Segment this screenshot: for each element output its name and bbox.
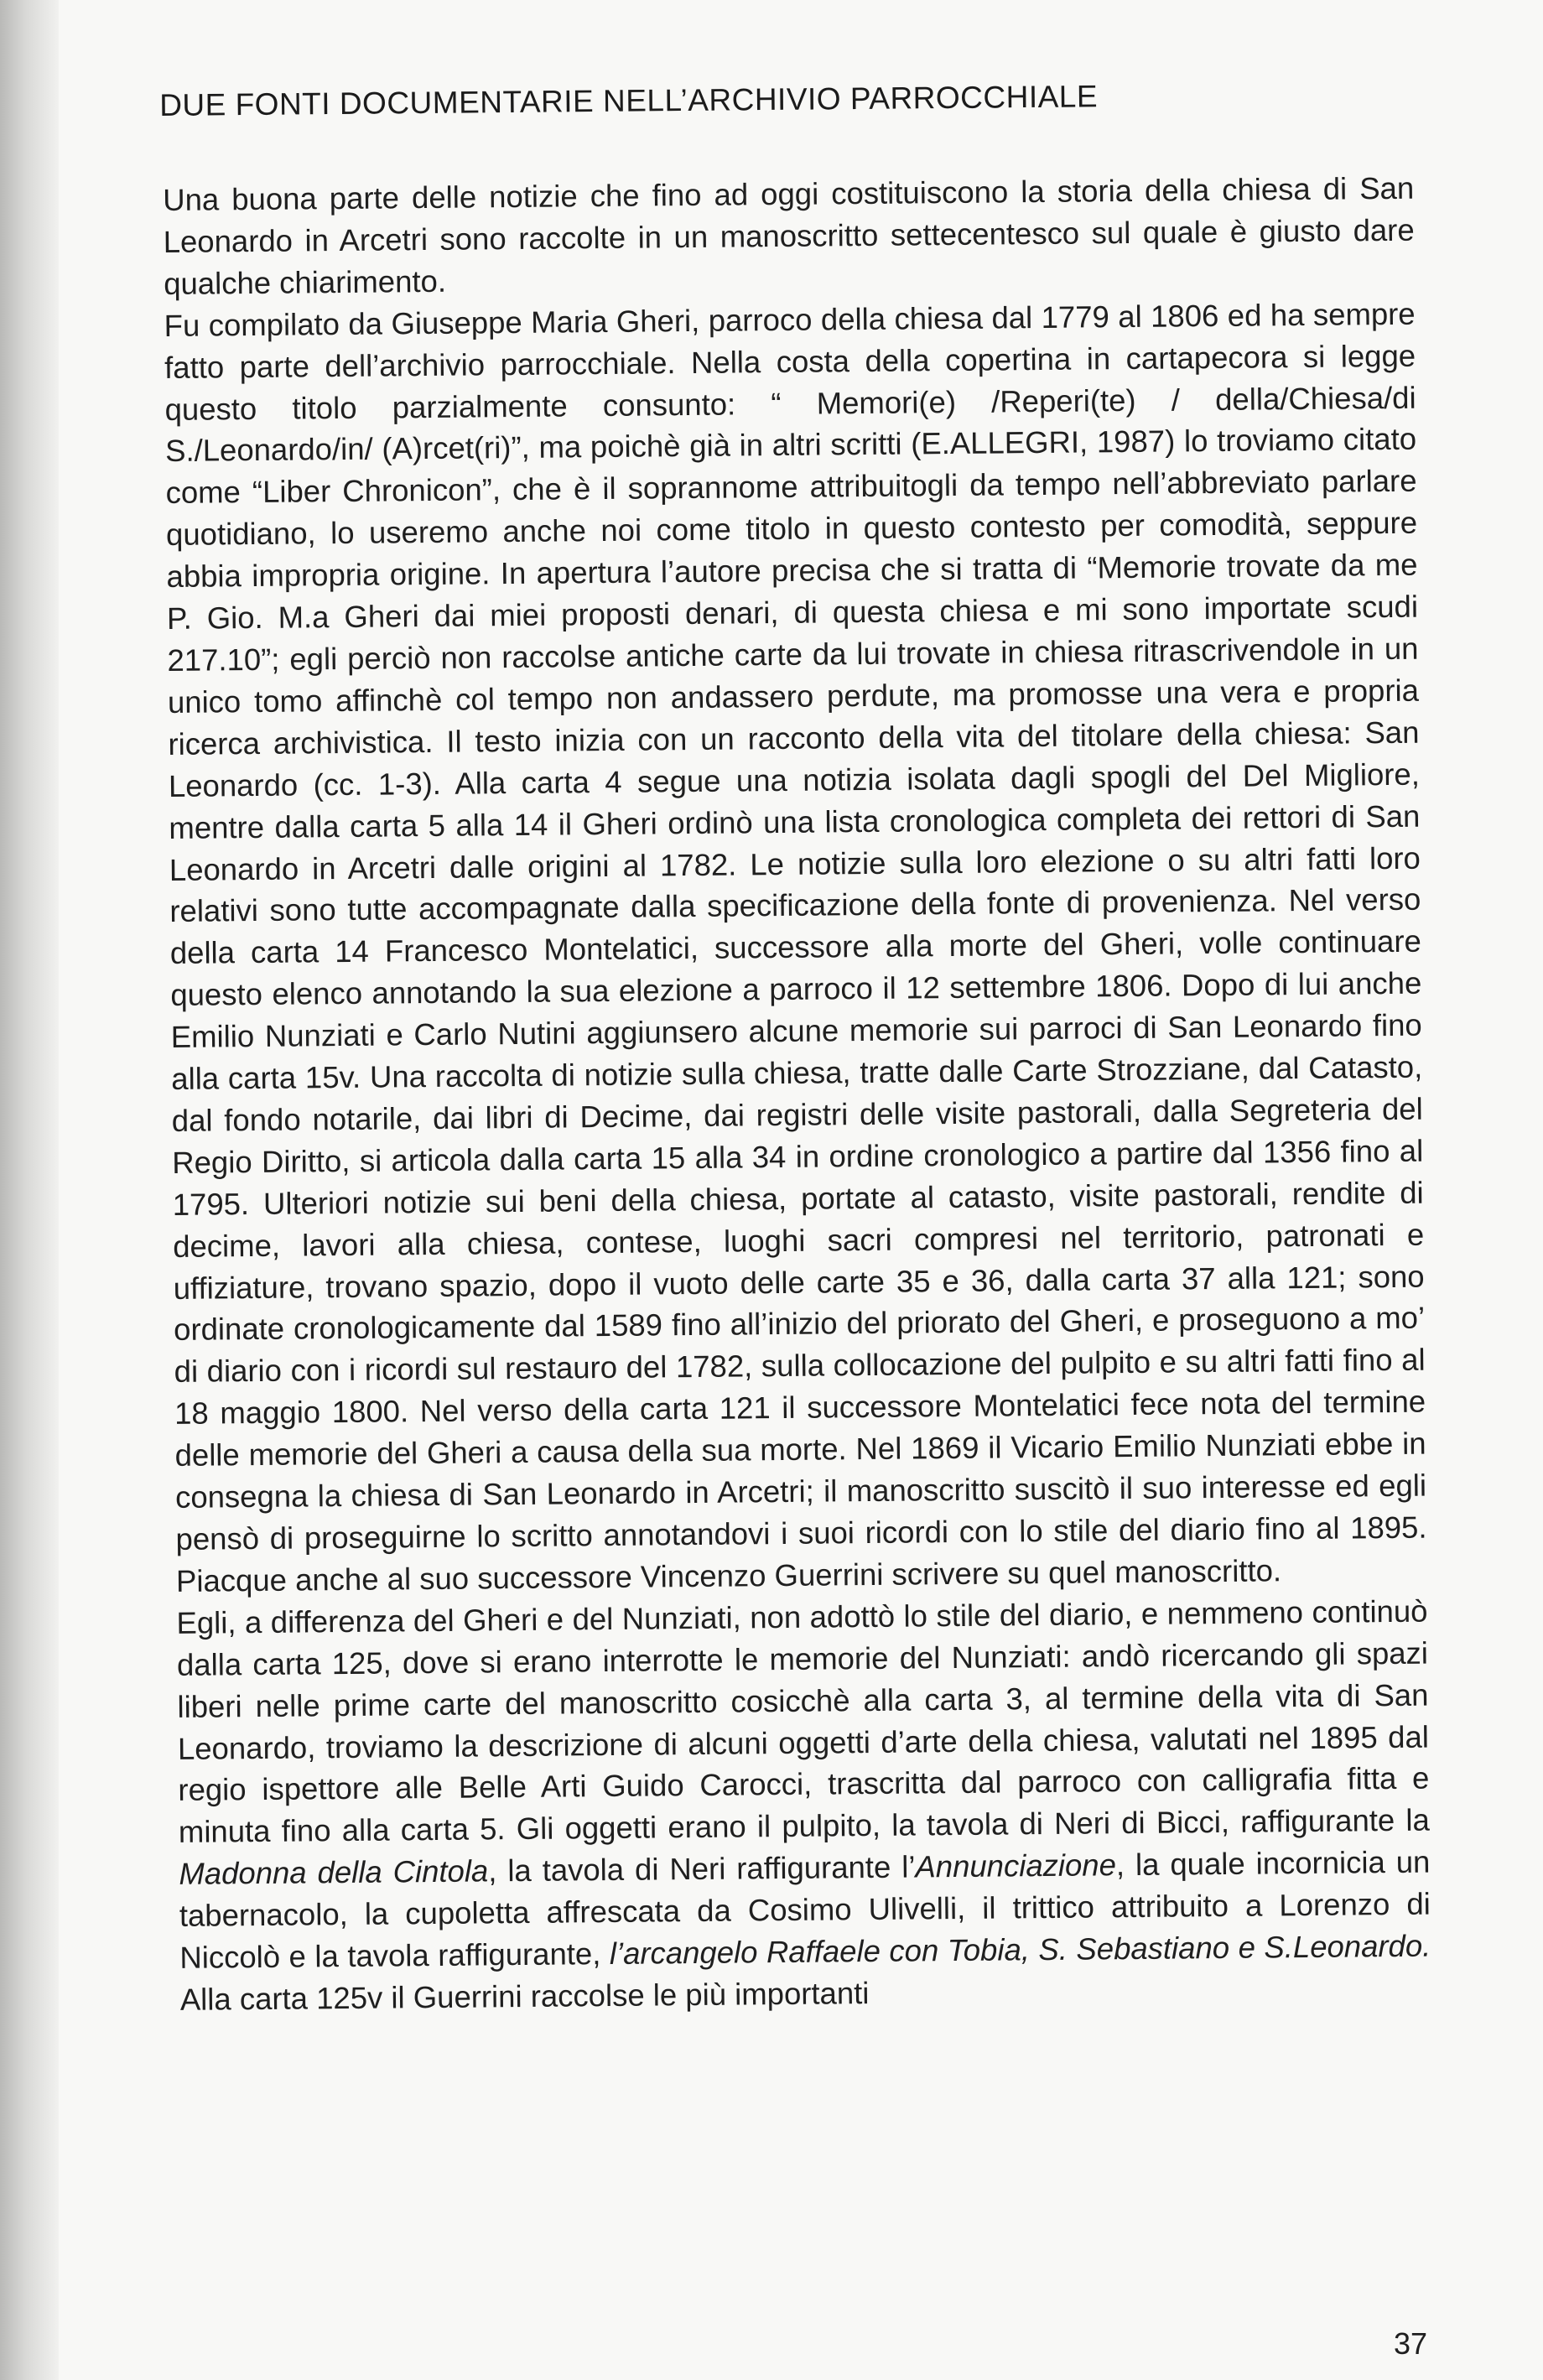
section-heading: DUE FONTI DOCUMENTARIE NELL’ARCHIVIO PARROCCHIALE xyxy=(159,79,1099,122)
artwork-title-arcangelo: l’arcangelo Raffaele con Tobia, S. Sebastiano e S.Leonardo. xyxy=(609,1928,1431,1972)
text-run: Alla carta 125v il Guerrini raccolse le più importanti xyxy=(179,1975,870,2017)
text-run: , la tavola di Neri raffigurante l’ xyxy=(488,1849,916,1889)
text-run: , la quale incornicia un tabernacolo, la cupoletta affrescata da Cosimo Ulivelli, il trittico attribuito a Lorenzo di Niccolò e la tavola raffigurante, xyxy=(179,1844,1431,1975)
paragraph xyxy=(164,293,1427,1602)
body-text xyxy=(163,168,1431,2021)
book-gutter-shadow xyxy=(0,0,59,2380)
page-number: 37 xyxy=(1393,2326,1427,2361)
text-run: Una buona parte delle notizie che fino ad oggi costituiscono la storia della chiesa di San Leonardo in Arcetri sono raccolte in un manoscritto settecentesco sul quale è giusto dare qualche chiarimento. xyxy=(163,170,1415,301)
text-run: Fu compilato da Giuseppe Maria Gheri, parroco della chiesa dal 1779 al 1806 ed ha sempre fatto parte dell’archivio parrocchiale. Nella costa della copertina in cartapecora si legge questo titolo parzialmente consunto: “ Memori(e) /Reperi(te) / della/Chiesa/di S./Leonardo/in/ (A)rcet(ri)”, ma poichè già in altri scritti (E.ALLEGRI, 1987) lo troviamo citato come “Liber Chronicon”, che è il soprannome attribuitogli da tempo nell’abbreviato parlare quotidiano, lo useremo anche noi come titolo in questo contesto per comodità, seppure abbia impropria origine. In apertura l’autore precisa che si tratta di “Memorie trovate da me P. Gio. M.a Gheri dai miei proposti denari, di questa chiesa e mi sono importate scudi 217.10”; egli perciò non raccolse antiche carte da lui trovate in chiesa ritrascrivendole in un unico tomo affinchè col tempo non andassero perdute, ma promosse una vera e propria ricerca archivistica. Il testo inizia con un racconto della vita del titolare della chiesa: San Leonardo (cc. 1-3). Alla carta 4 segue una notizia isolata dagli spogli del Del Migliore, mentre dalla carta 5 alla 14 il Gheri ordinò una lista cronologica completa dei rettori di San Leonardo in Arcetri dalle origini al 1782. Le notizie sulla loro elezione o su altri fatti loro relativi sono tutte accompagnate dalla specificazione della fonte di provenienza. Nel verso della carta 14 Francesco Montelatici, successore alla morte del Gheri, volle continuare questo elenco annotando la sua elezione a parroco il 12 settembre 1806. Dopo di lui anche Emilio Nunziati e Carlo Nutini aggiunsero alcune memorie sui parroci di San Leonardo fino alla carta 15v. Una raccolta di notizie sulla chiesa, tratte dalle Carte Strozziane, dal Catasto, dal fondo notarile, dai libri di Decime, dai registri delle visite pastorali, dalla Segreteria del Regio Diritto, si articola dalla carta 15 alla 34 in ordine cronologico a partire dal 1356 fino al 1795. Ulteriori notizie sui beni della chiesa, portate al catasto, visite pastorali, rendite di decime, lavori alla chiesa, contese, luoghi sacri compresi nel territorio, patronati e uffiziature, trovano spazio, dopo il vuoto delle carte 35 e 36, dalla carta 37 alla 121; sono ordinate cronologicamente dal 1589 fino all’inizio del priorato del Gheri, e proseguono a mo’ di diario con i ricordi sul restauro del 1782, sulla collocazione del pulpito e su altri fatti fino al 18 maggio 1800. Nel verso della carta 121 il successore Montelatici fece nota del termine delle memorie del Gheri a causa della sua morte. Nel 1869 il Vicario Emilio Nunziati ebbe in consegna la chiesa di San Leonardo in Arcetri; il manoscritto suscitò il suo interesse ed egli pensò di proseguirne lo scritto annotandovi i suoi ricordi con lo stile del diario fino al 1895. Piacque anche al suo successore Vincenzo Guerrini scrivere su quel manoscritto. xyxy=(164,296,1427,1598)
artwork-title-madonna: Madonna della Cintola xyxy=(179,1853,489,1892)
paragraph xyxy=(176,1590,1431,2020)
text-run: Egli, a differenza del Gheri e del Nunziati, non adottò lo stile del diario, e nemmeno continuò dalla carta 125, dove si erano interrotte le memorie del Nunziati: andò ricercando gli spazi liberi nelle prime carte del manoscritto cosicchè alla carta 3, al termine della vita di San Leonardo, troviamo la descrizione di alcuni oggetti d’arte della chiesa, valutati nel 1895 dal regio ispettore alle Belle Arti Guido Carocci, trascritta dal parroco con calligrafia fitta e minuta fino alla carta 5. Gli oggetti erano il pulpito, la tavola di Neri di Bicci, raffigurante la xyxy=(176,1593,1431,1850)
paragraph xyxy=(163,168,1415,305)
artwork-title-annunciazione: Annunciazione xyxy=(915,1847,1117,1884)
